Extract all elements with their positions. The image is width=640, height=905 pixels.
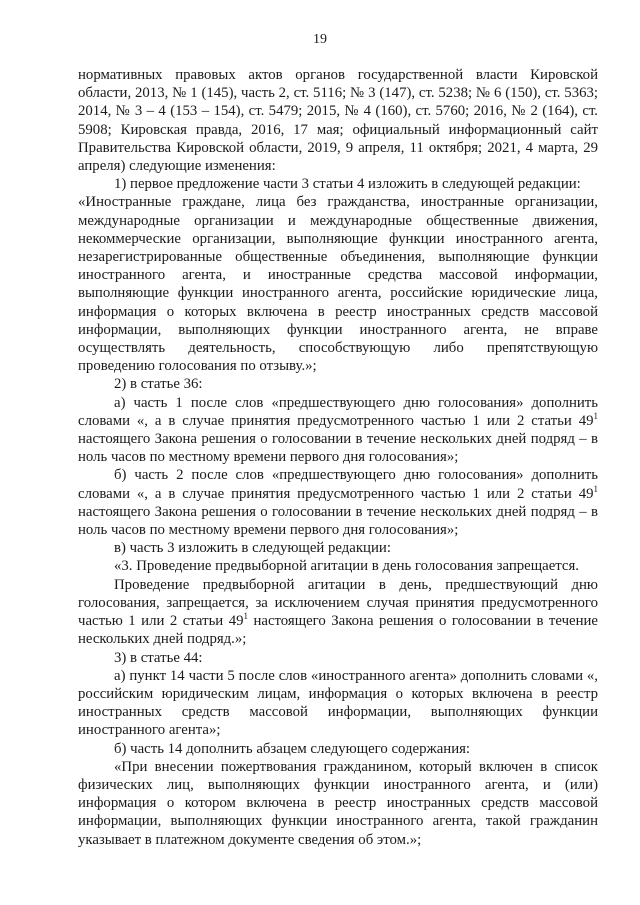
page-number: 19 xyxy=(313,32,327,47)
paragraph-2: 1) первое предложение части 3 статьи 4 изложить в следующей редакции: xyxy=(114,176,581,193)
paragraph-4: 2) в статье 36: xyxy=(114,376,203,393)
superscript: 1 xyxy=(593,483,598,494)
paragraph-7: в) часть 3 изложить в следующей редакции: xyxy=(114,540,391,557)
paragraph-3: «Иностранные граждане, лица без гражданства, иностранные организации, международные организации и международные общественные движения, некоммерческие организации, выполняющие функции иностранного агента, незарегистрированные общественные объединения, выполняющие функции иностранного агента, и иностранные средства массовой информации, выполняющие функции иностранного агента, российские юридические лица, информация о которых включена в реестр иностранных средств массовой информации, выполняющих функции иностранного агента, не вправе осуществлять деятельность, способствующую либо препятствующую проведению голосования по отзыву.»; xyxy=(78,194,598,375)
paragraph-12: б) часть 14 дополнить абзацем следующего содержания: xyxy=(114,740,471,757)
paragraph-9: Проведение предвыборной агитации в день, предшествующий дню голосования, запрещается, за исключением случая принятия предусмотренного частью 1 или 2 статьи $49^1$ настоящего Закона решения о голосовании в течение нескольких дней подряд.»; xyxy=(78,576,598,648)
paragraph-6: б) часть 2 после слов «предшествующего дню голосования» дополнить словами «, а в случае принятия предусмотренного частью 1 или 2 статьи $49^1$ настоящего Закона решения о голосовании в течение нескольких дней подряд – в ноль часов по местному времени первого дня голосования»; xyxy=(78,467,598,539)
paragraph-8: «3. Проведение предвыборной агитации в день голосования запрещается. xyxy=(114,558,580,575)
superscript: 1 xyxy=(593,410,598,421)
paragraph-1: нормативных правовых актов органов государственной власти Кировской области, 2013, № 1 (145), часть 2, ст. 5116; № 3 (147), ст. 5238; № 6 (150), ст. 5363; 2014, № 3 – 4 (153 – 154), ст. 5479; 2015, № 4 (160), ст. 5760; 2016, № 2 (164), ст. 5908; Кировская правда, 2016, 17 мая; официальный информационный сайт Правительства Кировской области, 2019, 9 апреля, 11 октября; 2021, 4 марта, 29 апреля) следующие изменения: xyxy=(78,67,598,175)
paragraph-10: 3) в статье 44: xyxy=(114,649,203,666)
superscript: 1 xyxy=(243,611,248,622)
paragraph-5: а) часть 1 после слов «предшествующего дню голосования» дополнить словами «, а в случае принятия предусмотренного частью 1 или 2 статьи $49^1$ настоящего Закона решения о голосовании в течение нескольких дней подряд – в ноль часов по местному времени первого дня голосования»; xyxy=(78,394,598,466)
paragraph-13: «При внесении пожертвования гражданином, который включен в список физических лиц, выполняющих функции иностранного агента, и (или) информация о котором включена в реестр иностранных средств массовой информации, выполняющих функции иностранного агента, такой гражданин указывает в платежном документе сведения об этом.»; xyxy=(78,758,598,848)
paragraph-11: а) пункт 14 части 5 после слов «иностранного агента» дополнить словами «, российским юридическим лицам, информация о которых включена в реестр иностранных средств массовой информации, выполняющих функции иностранного агента»; xyxy=(78,667,598,739)
document-body xyxy=(78,66,598,849)
